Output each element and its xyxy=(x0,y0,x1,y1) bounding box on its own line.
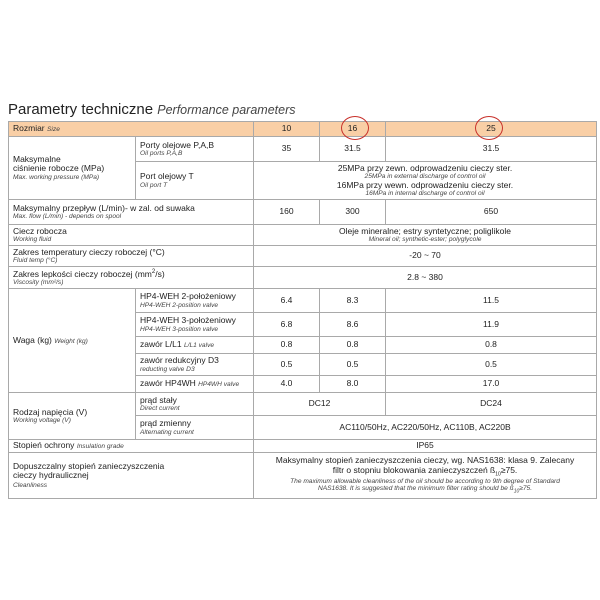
weight-row xyxy=(9,289,597,313)
weight-value: 11.9 xyxy=(386,313,597,337)
weight-value: 17.0 xyxy=(386,376,597,393)
page-title xyxy=(8,101,296,118)
dc-value-right: DC24 xyxy=(386,393,597,416)
header-size-25: 25 xyxy=(386,122,597,137)
weight-value: 8.3 xyxy=(320,289,386,313)
voltage-label: Rodzaj napięcia (V) Working voltage (V) xyxy=(9,393,136,440)
pressure-value: 31.5 xyxy=(320,137,386,162)
ports-pab-label: Porty olejowe P,A,B Oil ports P,A,B xyxy=(136,137,254,162)
flow-value: 650 xyxy=(386,200,597,225)
title-en: Performance parameters xyxy=(157,103,296,117)
flow-row xyxy=(9,200,597,225)
title-pl: Parametry techniczne xyxy=(8,101,154,118)
pressure-label: Maksymalne ciśnienie robocze (MPa) Max. working pressure (MPa) xyxy=(9,137,136,200)
temp-value: -20 ~ 70 xyxy=(254,246,597,267)
cleanliness-label: Dopuszczalny stopień zanieczyszczenia cieczy hydraulicznej Cleanliness xyxy=(9,453,254,499)
weight-value: 8.0 xyxy=(320,376,386,393)
weight-item-label: HP4-WEH 3-położeniowy HP4-WEH 3-position valve xyxy=(136,313,254,337)
weight-item-label: zawór L/L1 L/L1 valve xyxy=(136,337,254,354)
ac-value: AC110/50Hz, AC220/50Hz, AC110B, AC220B xyxy=(254,416,597,440)
cleanliness-row xyxy=(9,453,597,499)
highlight-circle-16 xyxy=(341,116,369,140)
port-t-value: 25MPa przy zewn. odprowadzeniu cieczy ster. 25MPa in external discharge of control oil 16MPa przy wewn. odprowadzeniu cieczy ster. 16MPa in internal discharge of control oil xyxy=(254,162,597,200)
header-row xyxy=(9,122,597,137)
header-size-16: 16 xyxy=(320,122,386,137)
dc-value-left: DC12 xyxy=(254,393,386,416)
weight-value: 11.5 xyxy=(386,289,597,313)
dc-label: prąd stały Direct current xyxy=(136,393,254,416)
weight-value: 0.5 xyxy=(386,354,597,376)
fluid-label: Ciecz robocza Working fluid xyxy=(9,225,254,246)
temp-row xyxy=(9,246,597,267)
viscosity-label: Zakres lepkości cieczy roboczej $(mm^2/s)$ Viscosity (mm²/s) xyxy=(9,267,254,289)
pressure-row-pab xyxy=(9,137,597,162)
protection-value: IP65 xyxy=(254,440,597,453)
protection-row xyxy=(9,440,597,453)
weight-value: 6.8 xyxy=(254,313,320,337)
header-size-10: 10 xyxy=(254,122,320,137)
weight-value: 0.8 xyxy=(254,337,320,354)
weight-value: 0.5 xyxy=(254,354,320,376)
viscosity-row xyxy=(9,267,597,289)
highlight-circle-25 xyxy=(475,116,503,140)
protection-label: Stopień ochrony Insulation grade xyxy=(9,440,254,453)
header-size-label: Rozmiar Size xyxy=(9,122,254,137)
flow-label: Maksymalny przepływ (L/min)- w zal. od suwaka Max. flow (L/min) - depends on spool xyxy=(9,200,254,225)
pressure-value: 35 xyxy=(254,137,320,162)
weight-item-label: zawór redukcyjny D3 reducting valve D3 xyxy=(136,354,254,376)
weight-value: 0.5 xyxy=(320,354,386,376)
cleanliness-value: Maksymalny stopień zanieczyszczenia cieczy, wg. NAS1638: klasa 9. Zalecany filtr o stopniu blokowania zanieczyszczeń $ß_{10}\ge 75$. The maximum allowable cleanliness of the oil should be according to 9th degree of Standard NAS1638. It is suggested that the minimum filter rating should be $ß_{10}\ge 75$. xyxy=(254,453,597,499)
fluid-value: Oleje mineralne; estry syntetyczne; poliglikole Mineral oil; synthetic-ester; polyglycole xyxy=(254,225,597,246)
weight-value: 0.8 xyxy=(320,337,386,354)
voltage-row-dc xyxy=(9,393,597,416)
flow-value: 160 xyxy=(254,200,320,225)
temp-label: Zakres temperatury cieczy roboczej (°C) Fluid temp (°C) xyxy=(9,246,254,267)
weight-label: Waga (kg) Weight (kg) xyxy=(9,289,136,393)
parameters-table xyxy=(8,121,597,499)
flow-value: 300 xyxy=(320,200,386,225)
weight-value: 8.6 xyxy=(320,313,386,337)
port-t-label: Port olejowy T Oil port T xyxy=(136,162,254,200)
fluid-row xyxy=(9,225,597,246)
weight-item-label: HP4-WEH 2-położeniowy HP4-WEH 2-position valve xyxy=(136,289,254,313)
viscosity-value: 2.8 ~ 380 xyxy=(254,267,597,289)
weight-value: 6.4 xyxy=(254,289,320,313)
weight-value: 0.8 xyxy=(386,337,597,354)
ac-label: prąd zmienny Alternating current xyxy=(136,416,254,440)
weight-item-label: zawór HP4WH HP4WH valve xyxy=(136,376,254,393)
pressure-value: 31.5 xyxy=(386,137,597,162)
weight-value: 4.0 xyxy=(254,376,320,393)
